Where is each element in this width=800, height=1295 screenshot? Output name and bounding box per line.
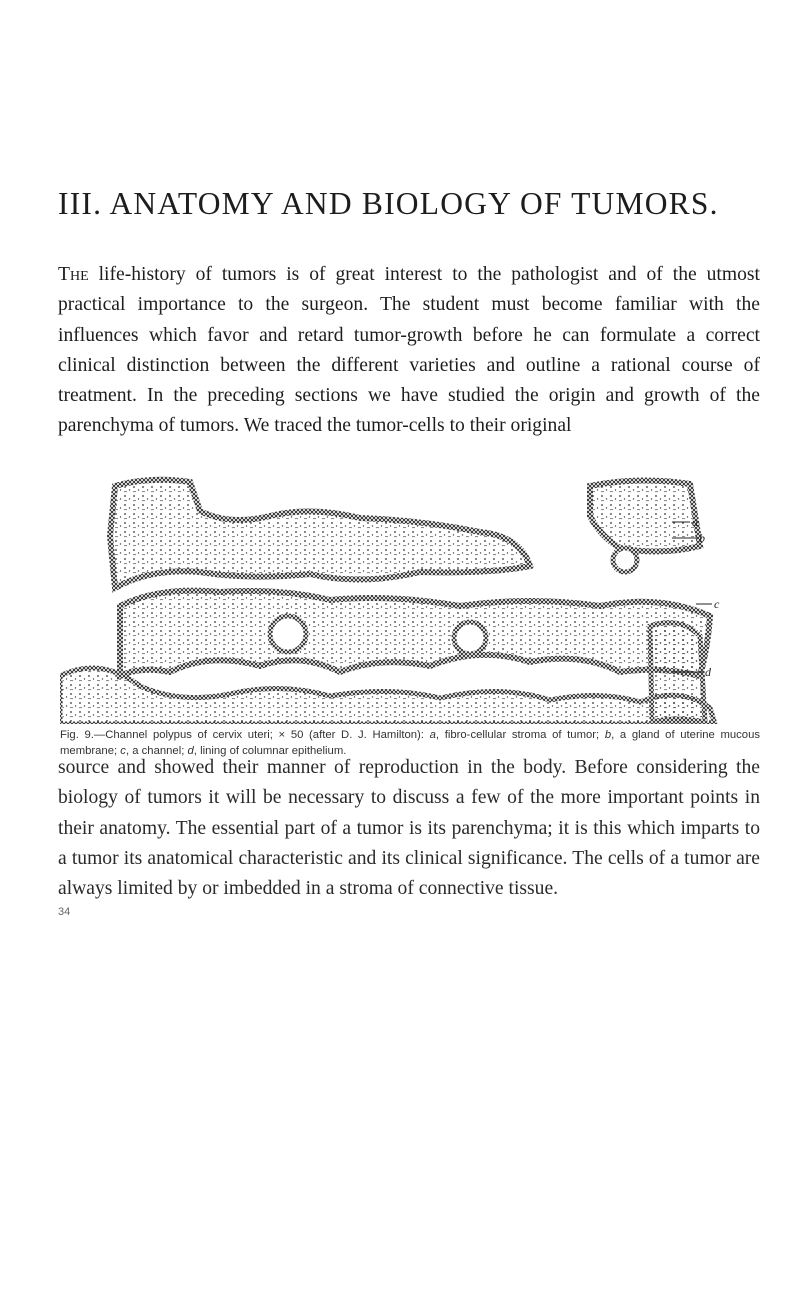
stroma-upper-right xyxy=(590,480,700,551)
figure-label-b: b xyxy=(699,531,705,545)
caption-letter-a: a xyxy=(429,729,436,741)
paragraph-intro-text: life-history of tumors is of great interest to the pathologist and of the utmost practical importance to the surgeon. The student must become familiar with the influences which favor and retard tumor-growth before he can formulate a correct clinical distinction between the different varieties and outline a rational course of treatment. In the preceding sections we have studied the origin and growth of the parenchyma of tumors. We traced the tumor-cells to their original xyxy=(58,264,760,437)
caption-letter-d: d xyxy=(187,745,194,757)
histology-illustration xyxy=(60,476,755,724)
caption-lead: Fig. 9.—Channel polypus of cervix uteri; × 50 (after D. J. Hamilton): xyxy=(60,729,430,741)
caption-letter-c: c xyxy=(120,745,126,757)
chapter-heading: III. ANATOMY AND BIOLOGY OF TUMORS. xyxy=(58,186,719,221)
caption-text-a: , fibro-cellular stroma of tumor; xyxy=(435,729,605,741)
paragraph-continuation: source and showed their manner of reproduction in the body. Before considering the biology of tumors it will be necessary to discuss a few of the more important points in their anatomy. The essential part of a tumor is its parenchyma; it is this which imparts to a tumor its anatomical characteristic and its clinical significance. The cells of a tumor are always limited by or imbedded in a stroma of connective tissue. xyxy=(58,757,760,900)
caption-text-c: , a channel; xyxy=(125,745,188,757)
figure-label-a: a xyxy=(692,515,698,529)
gland xyxy=(613,548,637,572)
caption-text-b: , a gland of uterine mucous membrane; xyxy=(60,729,760,757)
caption-text-d: , lining of columnar epithelium. xyxy=(193,745,347,757)
histology-figure xyxy=(60,476,755,724)
figure-label-d: d xyxy=(705,665,711,679)
gland xyxy=(270,616,306,652)
gland xyxy=(454,622,486,654)
figure-label-c: c xyxy=(714,597,720,611)
page-number: 34 xyxy=(58,906,71,918)
paragraph-intro xyxy=(58,260,760,442)
caption-letter-b: b xyxy=(604,729,612,741)
paragraph-lead-word: The xyxy=(58,264,89,285)
stroma-middle-band xyxy=(120,591,710,676)
